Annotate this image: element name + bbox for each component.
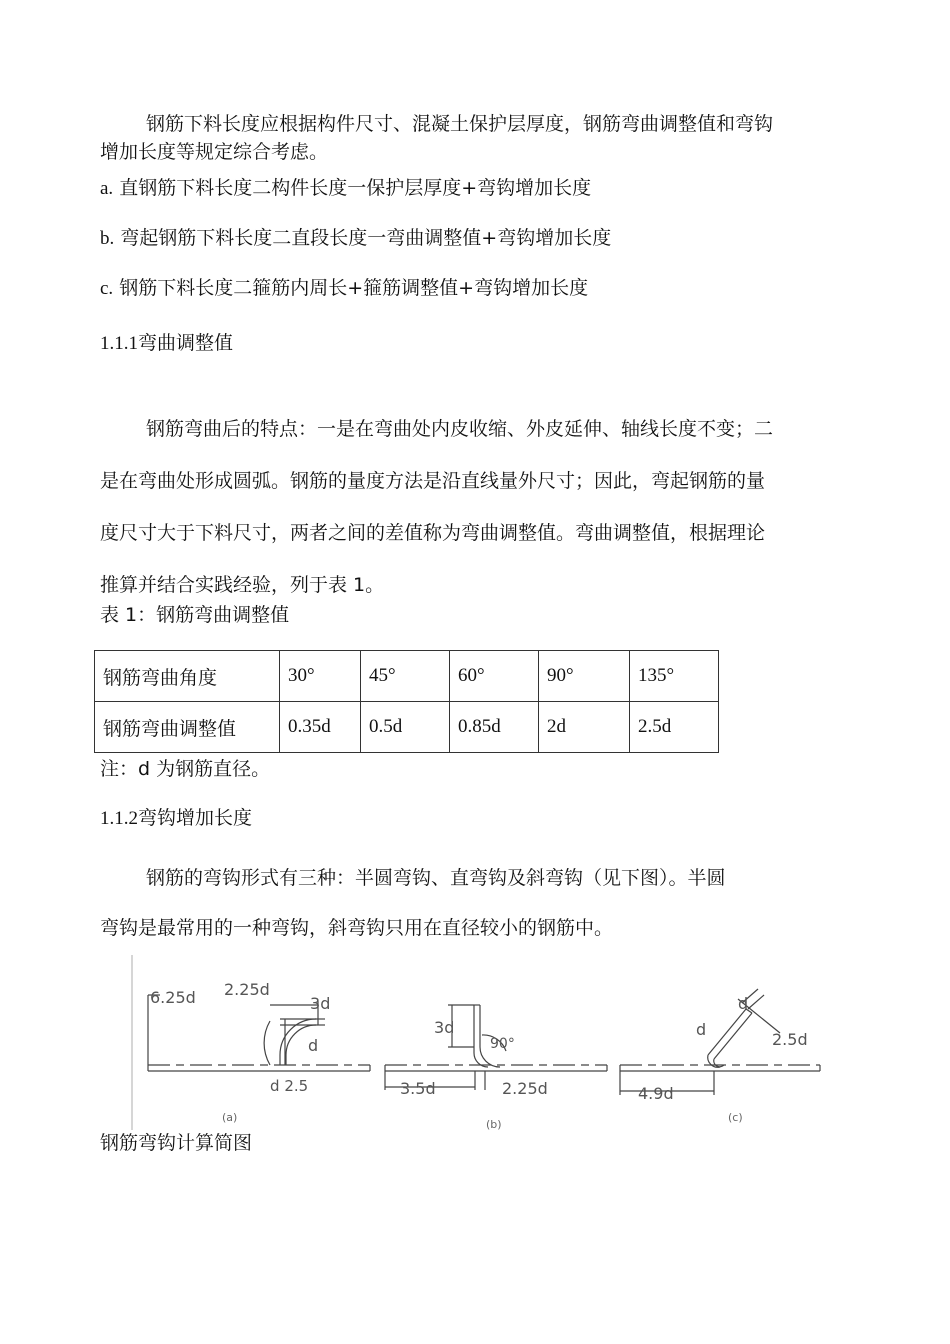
hook-a-d: d [308,1036,319,1055]
bend-line-3: 度尺寸大于下料尺寸，两者之间的差值称为弯曲调整值。弯曲调整值，根据理论 [100,522,766,544]
hook-a-dim1-value: 6.25 [150,988,186,1007]
table-note: 注：d 为钢筋直径。 [100,758,271,780]
value-cell: 0.85d [450,702,539,753]
value-cell: 2d [539,702,630,753]
section-title-2: 弯钩增加长度 [138,807,253,829]
hook-b-dim2-unit: d [537,1079,548,1098]
hook-a-dim2 [224,977,270,1003]
section-heading-1 [100,330,233,357]
hook-c-dim2 [772,1027,808,1053]
hook-line-1: 钢筋的弯钩形式有三种：半圆弯钩、直弯钩及斜弯钩（见下图）。半圆 [146,867,726,889]
hook-b-dim1-value: 3.5 [400,1079,426,1098]
hook-a-dim3-unit: d [320,994,331,1013]
row-header-adjustment: 钢筋弯曲调整值 [95,702,280,753]
hook-c-dim1-unit: d [663,1084,674,1103]
hook-b-angle: 90° [490,1036,515,1052]
intro-line-2: 增加长度等规定综合考虑。 [100,141,329,163]
hook-b-dim3 [434,1015,454,1041]
hook-b-dim1-unit: d [425,1079,436,1098]
table-caption-title: 钢筋弯曲调整值 [156,604,290,626]
bend-line-4: 推算并结合实践经验，列于表 1。 [100,574,385,596]
formula-b [100,225,611,252]
bend-adjustment-table [94,650,719,753]
table-row [95,702,719,753]
hook-diagram [130,955,830,1130]
hook-c-dim1-value: 4.9 [638,1084,664,1103]
intro-line-1: 钢筋下料长度应根据构件尺寸、混凝土保护层厚度，钢筋弯曲调整值和弯钩 [146,113,774,135]
section-title-1: 弯曲调整值 [138,332,234,354]
formula-c [100,275,588,302]
hook-b-label: (b) [486,1118,502,1131]
hook-b-dim3-value: 3 [434,1018,445,1037]
angle-cell: 45° [361,651,450,702]
hook-a-dim1-unit: d [185,988,196,1007]
bend-paragraph [100,403,850,611]
hook-c-label: (c) [728,1111,743,1124]
table-caption [100,602,289,628]
figure-caption: 钢筋弯钩计算简图 [100,1132,253,1154]
table-row [95,651,719,702]
hook-paragraph [100,853,850,953]
angle-cell: 90° [539,651,630,702]
angle-cell: 135° [630,651,719,702]
table-caption-label: 表 1： [100,604,157,626]
hook-a-bend-unit: d [270,1077,280,1095]
value-cell: 0.35d [280,702,361,753]
bend-line-2: 是在弯曲处形成圆弧。钢筋的量度方法是沿直线量外尺寸；因此，弯起钢筋的量 [100,470,766,492]
section-number-2: 1.1.2 [100,808,138,829]
angle-cell: 60° [450,651,539,702]
hook-c-d: d [696,1020,707,1039]
hook-a-dim2-value: 2.25 [224,980,260,999]
hook-b-dim2-value: 2.25 [502,1079,538,1098]
formula-c-prefix: c. [100,278,114,299]
formula-a-prefix: a. [100,178,114,199]
hook-a-dim1 [150,985,196,1011]
section-number-1: 1.1.1 [100,333,138,354]
hook-a-bend-value: 2.5 [284,1077,309,1095]
formula-b-prefix: b. [100,228,115,249]
formula-a [100,175,591,202]
hook-a-dim3-value: 3 [310,994,321,1013]
intro-paragraph [100,110,850,166]
section-heading-2 [100,805,252,832]
angle-cell: 30° [280,651,361,702]
hook-c-d-top: d [738,994,749,1013]
bend-line-1: 钢筋弯曲后的特点：一是在弯曲处内皮收缩、外皮延伸、轴线长度不变；二 [146,418,774,440]
hook-c-dim2-value: 2.5 [772,1030,798,1049]
value-cell: 2.5d [630,702,719,753]
hook-a-dim2-unit: d [259,980,270,999]
hook-a-label: (a) [222,1111,238,1124]
formula-b-text: 弯起钢筋下料长度二直段长度一弯曲调整值+弯钩增加长度 [120,227,612,249]
hook-b-dim1 [400,1076,436,1102]
hook-a-bend [270,1073,308,1099]
formula-c-text: 钢筋下料长度二箍筋内周长+箍筋调整值+弯钩增加长度 [119,277,589,299]
hook-line-2: 弯钩是最常用的一种弯钩，斜弯钩只用在直径较小的钢筋中。 [100,917,614,939]
value-cell: 0.5d [361,702,450,753]
hook-c-dim2-unit: d [797,1030,808,1049]
hook-a-dim3 [310,991,330,1017]
formula-a-text: 直钢筋下料长度二构件长度一保护层厚度+弯钩增加长度 [119,177,592,199]
hook-b-dim2 [502,1076,548,1102]
row-header-angle: 钢筋弯曲角度 [95,651,280,702]
hook-c-dim1 [638,1081,674,1107]
hook-b-dim3-unit: d [444,1018,455,1037]
